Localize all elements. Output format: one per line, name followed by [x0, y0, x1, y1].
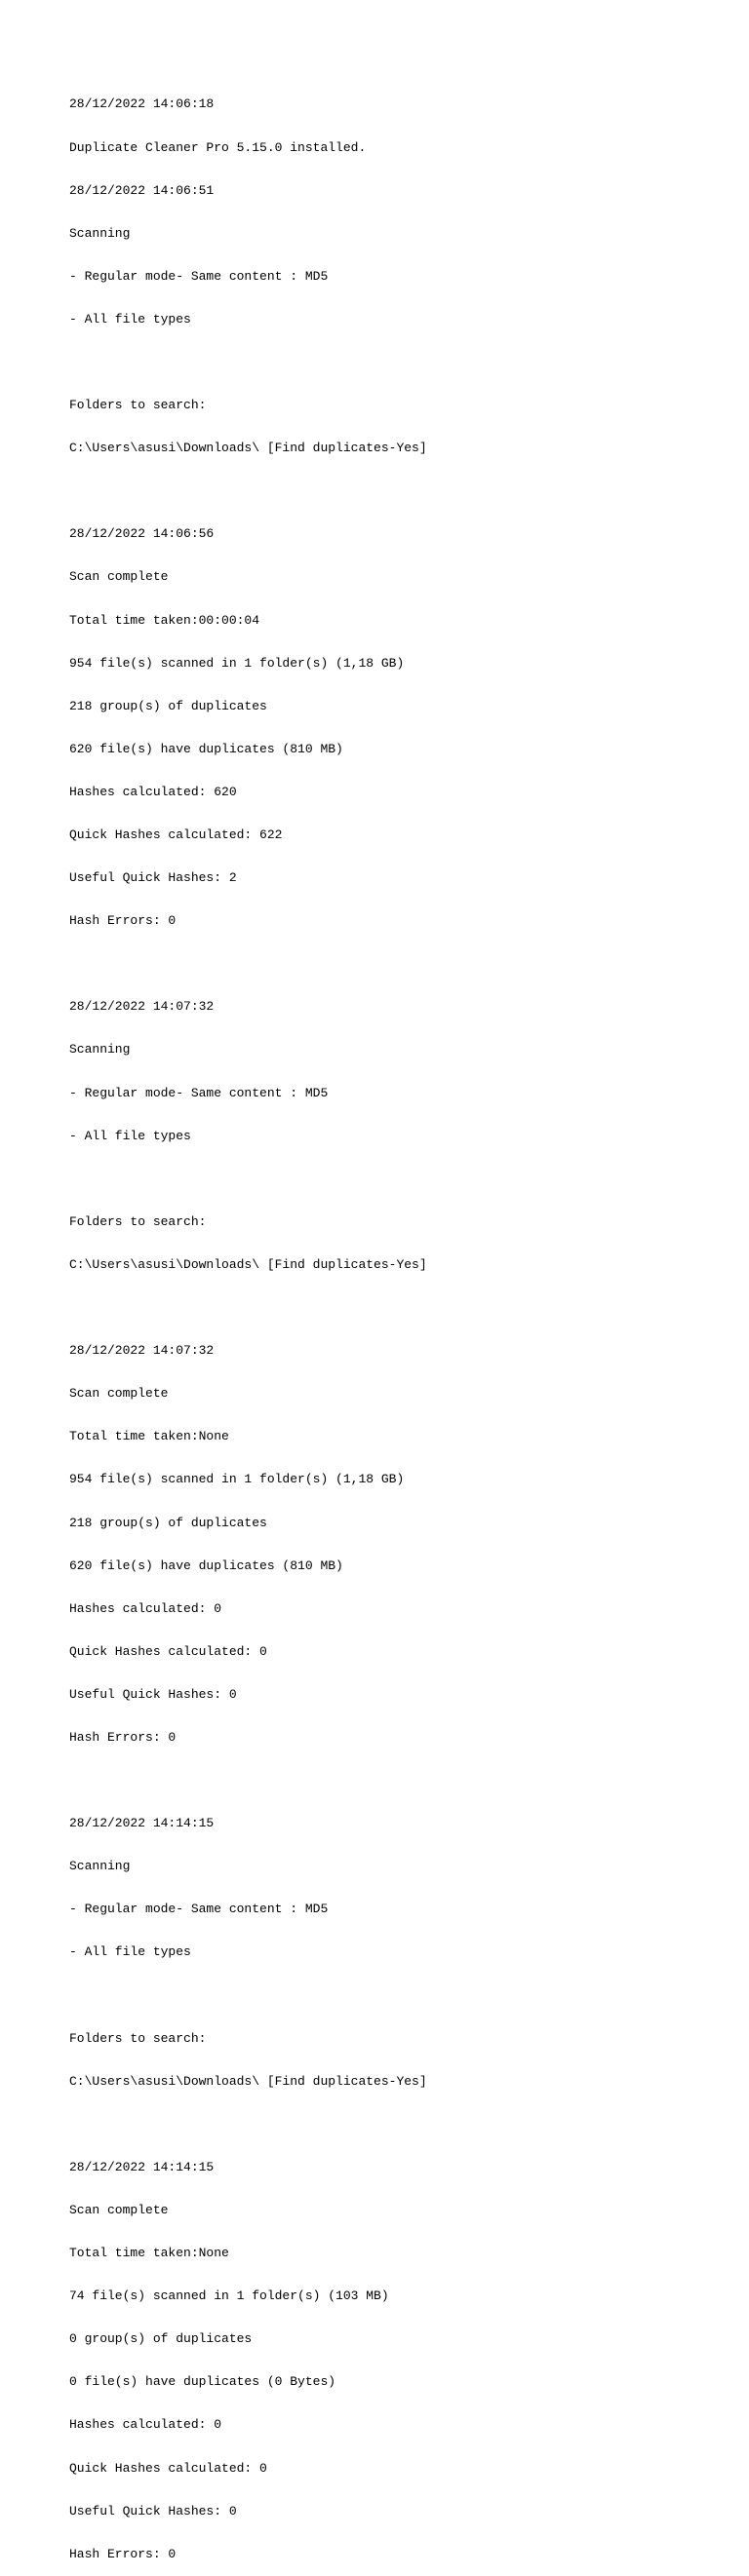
log-line: 620 file(s) have duplicates (810 MB) [69, 1557, 343, 1573]
log-line: C:\Users\asusi\Downloads\ [Find duplicates-Yes] [69, 1256, 427, 1272]
log-line: 28/12/2022 14:07:32 [69, 999, 215, 1015]
log-line: 28/12/2022 14:06:51 [69, 182, 215, 198]
log-line: Folders to search: [69, 1213, 207, 1229]
log-line: - All file types [69, 311, 191, 327]
log-line: Folders to search: [69, 398, 207, 413]
log-line [69, 2118, 427, 2133]
log-line: - Regular mode- Same content : MD5 [69, 1902, 329, 1917]
log-line: Scan complete [69, 569, 169, 585]
log-line: 74 file(s) scanned in 1 folder(s) (103 MB) [69, 2288, 389, 2304]
log-line [69, 1173, 427, 1187]
log-text [69, 69, 427, 2576]
log-line: Useful Quick Hashes: 0 [69, 2503, 237, 2518]
log-line: Total time taken:None [69, 2246, 229, 2261]
log-line: Scan complete [69, 2203, 169, 2217]
log-line: 28/12/2022 14:06:56 [69, 526, 215, 542]
log-line: Useful Quick Hashes: 2 [69, 870, 237, 886]
log-line: 0 file(s) have duplicates (0 Bytes) [69, 2374, 336, 2390]
log-line: Scanning [69, 1042, 131, 1057]
log-line: 0 group(s) of duplicates [69, 2331, 253, 2347]
log-line: 218 group(s) of duplicates [69, 698, 267, 713]
log-line: Total time taken:None [69, 1429, 229, 1444]
log-line: Useful Quick Hashes: 0 [69, 1686, 237, 1702]
log-line: 28/12/2022 14:07:32 [69, 1343, 215, 1359]
log-line: - All file types [69, 1944, 191, 1960]
log-line: C:\Users\asusi\Downloads\ [Find duplicates-Yes] [69, 2073, 427, 2089]
log-line [69, 484, 427, 499]
log-line: Scanning [69, 1859, 131, 1874]
log-line: Hashes calculated: 0 [69, 1600, 222, 1616]
log-line: Hash Errors: 0 [69, 913, 177, 929]
log-line: 954 file(s) scanned in 1 folder(s) (1,18 GB) [69, 1472, 405, 1487]
log-line: Scanning [69, 225, 131, 241]
log-line: 620 file(s) have duplicates (810 MB) [69, 741, 343, 756]
log-line: Hashes calculated: 0 [69, 2417, 222, 2433]
log-line: Total time taken:00:00:04 [69, 612, 260, 628]
log-line: Quick Hashes calculated: 0 [69, 1643, 267, 1659]
log-line: Hashes calculated: 620 [69, 784, 237, 799]
log-line: 218 group(s) of duplicates [69, 1515, 267, 1530]
log-line [69, 1301, 427, 1316]
log-line: Folders to search: [69, 2030, 207, 2046]
log-line [69, 356, 427, 370]
log-line: - All file types [69, 1128, 191, 1143]
log-line: Hash Errors: 0 [69, 1729, 177, 1745]
log-line: 28/12/2022 14:14:15 [69, 2159, 215, 2174]
log-line: Quick Hashes calculated: 0 [69, 2460, 267, 2476]
log-line: Quick Hashes calculated: 622 [69, 827, 283, 842]
log-line: 954 file(s) scanned in 1 folder(s) (1,18 GB) [69, 655, 405, 671]
log-line: 28/12/2022 14:14:15 [69, 1816, 215, 1831]
log-line: - Regular mode- Same content : MD5 [69, 268, 329, 284]
log-line: Hash Errors: 0 [69, 2546, 177, 2561]
log-line: Duplicate Cleaner Pro 5.15.0 installed. [69, 139, 367, 155]
log-line: Scan complete [69, 1386, 169, 1402]
log-line [69, 1989, 427, 2004]
log-line [69, 1774, 427, 1788]
log-line [69, 957, 427, 972]
log-line: - Regular mode- Same content : MD5 [69, 1085, 329, 1100]
log-line: C:\Users\asusi\Downloads\ [Find duplicates-Yes] [69, 441, 427, 456]
log-line: 28/12/2022 14:06:18 [69, 96, 215, 112]
